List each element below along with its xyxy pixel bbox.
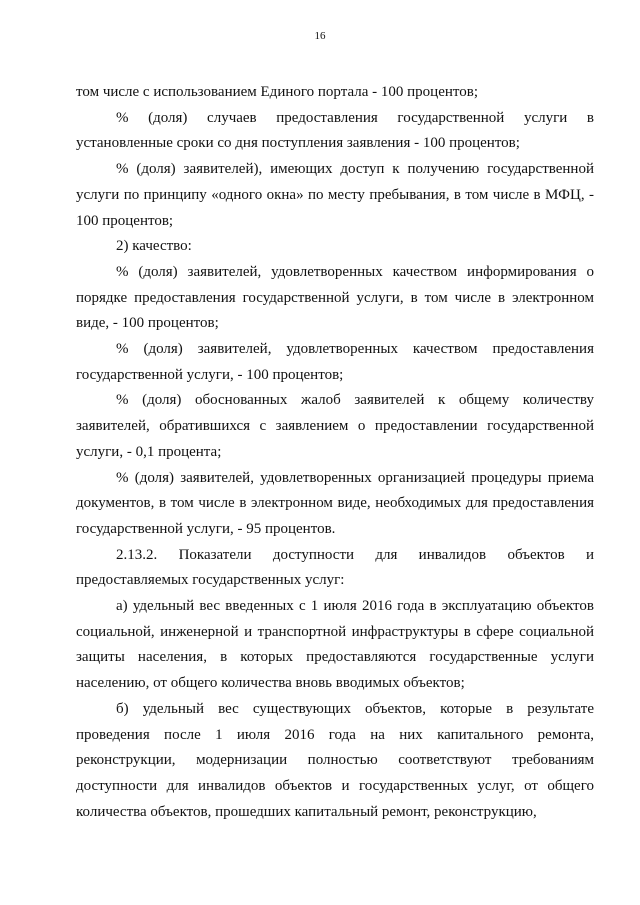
paragraph-accessibility-heading: 2.13.2. Показатели доступности для инвалидов объектов и предоставляемых государственных услуг: — [76, 546, 594, 589]
paragraph-new-objects: а) удельный вес введенных с 1 июля 2016 года в эксплуатацию объектов социальной, инженерной и транспортной инфраструктуры в сфере социальной защиты населения, в которых предоставляются государственные услуги населению, от общего количества вновь вводимых объектов; — [76, 598, 594, 692]
paragraph-document-reception: % (доля) заявителей, удовлетворенных организацией процедуры приема документов, в том числе в электронном виде, необходимых для предоставления государственной услуги, - 95 процентов. — [76, 469, 594, 537]
paragraph-one-window-access: % (доля) заявителей), имеющих доступ к получению государственной услуги по принципу «одного окна» по месту пребывания, в том числе в МФЦ, - 100 процентов; — [76, 161, 594, 229]
paragraph-continuation: том числе с использованием Единого портала - 100 процентов; — [76, 84, 478, 100]
paragraph-quality-heading: 2) качество: — [116, 238, 192, 255]
document-body — [76, 80, 594, 825]
paragraph-deadline-rate: % (доля) случаев предоставления государственной услуги в установленные сроки со дня поступления заявления - 100 процентов; — [76, 109, 594, 152]
paragraph-service-quality: % (доля) заявителей, удовлетворенных качеством предоставления государственной услуги, - 100 процентов; — [76, 341, 594, 383]
page-number: 16 — [314, 30, 326, 42]
paragraph-information-quality: % (доля) заявителей, удовлетворенных качеством информирования о порядке предоставления государственной услуги, в том числе в электронном виде, - 100 процентов; — [76, 263, 594, 332]
paragraph-complaints: % (доля) обоснованных жалоб заявителей к общему количеству заявителей, обратившихся с заявлением о предоставлении государственной услуги, - 0,1 процента; — [76, 392, 594, 460]
paragraph-existing-objects: б) удельный вес существующих объектов, которые в результате проведения после 1 июля 2016 года на них капитального ремонта, реконструкции, модернизации полностью соответствуют требованиям доступности для инвалидов объектов и государственных услуг, от общего количества объектов, прошедших капитальный ремонт, реконструкцию, — [76, 700, 594, 820]
